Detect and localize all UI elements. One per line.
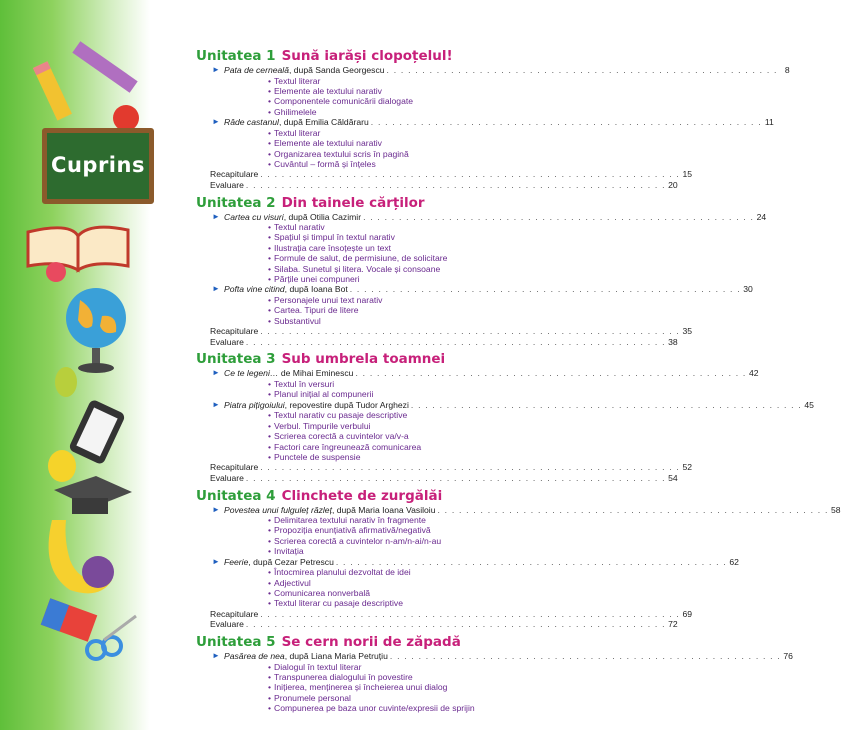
- topic-text: Textul narativ: [274, 222, 325, 233]
- page-number: 54: [668, 472, 678, 483]
- topic-item: [196, 86, 501, 96]
- topic-item: [196, 410, 501, 420]
- school-supplies-illustration: [0, 0, 160, 730]
- topic-item: [196, 662, 501, 672]
- dot-icon: •: [268, 127, 272, 138]
- page-number: 76: [783, 651, 793, 661]
- topic-item: [196, 316, 501, 326]
- topic-item: [196, 421, 501, 431]
- dot-icon: •: [268, 85, 272, 96]
- page-number: 30: [743, 284, 753, 295]
- topic-text: Textul literar cu pasaje descriptive: [274, 598, 403, 609]
- topic-item: [196, 693, 501, 703]
- bullet-icon: ►: [212, 399, 220, 409]
- eval-label: Evaluare: [210, 336, 244, 347]
- lesson-title-wrap: [224, 651, 388, 662]
- leader-dots: . . . . . . . . . . . . . . . . . . . . . . . . . . . . . . . . . . . . . . . . . . . . . . . . . . . . . . .: [349, 284, 741, 295]
- dot-icon: •: [268, 661, 272, 672]
- dot-icon: •: [268, 441, 272, 452]
- topic-text: Textul literar: [274, 75, 321, 86]
- topic-item: [196, 76, 501, 86]
- lesson-entry[interactable]: [196, 211, 767, 223]
- dot-icon: •: [268, 692, 272, 703]
- globe-icon: [66, 288, 126, 373]
- bullet-icon: ►: [212, 651, 220, 660]
- topic-text: Planul inițial al compunerii: [274, 389, 374, 400]
- leader-dots: . . . . . . . . . . . . . . . . . . . . . . . . . . . . . . . . . . . . . . . . . . . . . . . . . . . . . . .: [437, 504, 829, 515]
- unit-heading: [196, 351, 501, 368]
- dot-icon: •: [268, 75, 272, 86]
- unit-heading: [196, 48, 501, 65]
- recap-label: Recapitulare: [210, 326, 259, 337]
- dot-icon: •: [268, 703, 272, 714]
- lesson-title-wrap: [224, 117, 369, 128]
- bullet-icon: ►: [212, 211, 220, 221]
- topic-text: Ghilimelele: [274, 106, 317, 117]
- page-number: 20: [668, 179, 678, 190]
- plum-icon: [82, 556, 114, 588]
- dot-icon: •: [268, 263, 272, 274]
- dot-icon: •: [268, 535, 272, 546]
- dot-icon: •: [268, 671, 272, 682]
- leader-dots: . . . . . . . . . . . . . . . . . . . . . . . . . . . . . . . . . . . . . . . . . . . . . . . . . . . . . . .: [355, 368, 747, 379]
- lesson-entry[interactable]: [196, 65, 790, 76]
- leader-dots: . . . . . . . . . . . . . . . . . . . . . . . . . . . . . . . . . . . . . . . . . . . . . . . . . . . . . . . . . . .: [245, 472, 666, 483]
- recap-entry[interactable]: [196, 462, 693, 473]
- open-book-icon: [28, 227, 128, 270]
- topic-text: Spațiul și timpul în textul narativ: [274, 232, 395, 243]
- unit-label: Unitatea 1: [196, 48, 276, 64]
- topic-text: Compunerea pe baza unor cuvinte/expresii de sprijin: [274, 703, 475, 714]
- dot-icon: •: [268, 546, 272, 557]
- leader-dots: . . . . . . . . . . . . . . . . . . . . . . . . . . . . . . . . . . . . . . . . . . . . . . . . . . . . . . .: [410, 399, 802, 410]
- leader-dots: . . . . . . . . . . . . . . . . . . . . . . . . . . . . . . . . . . . . . . . . . . . . . . . . . . . . . . . . . . .: [245, 619, 666, 630]
- page-number: 58: [830, 504, 841, 515]
- topic-text: Cartea. Tipuri de litere: [274, 305, 359, 316]
- topic-text: Cuvântul – formă și înțeles: [274, 158, 376, 169]
- dot-icon: •: [268, 588, 272, 599]
- unit-title: Sub umbrela toamnei: [281, 351, 446, 368]
- topic-item: [196, 389, 501, 399]
- lesson-title: Ce te legeni…: [224, 368, 279, 379]
- unit-label: Unitatea 4: [196, 487, 276, 504]
- topic-text: Părțile unei compuneri: [274, 274, 360, 285]
- page-number: 35: [682, 326, 693, 337]
- recap-label: Recapitulare: [210, 608, 259, 619]
- lesson-entry[interactable]: [196, 399, 814, 411]
- unit-title: Se cern norii de zăpadă: [281, 634, 461, 650]
- topic-item: [196, 295, 501, 305]
- topic-item: [196, 682, 501, 692]
- dot-icon: •: [268, 138, 272, 149]
- topic-item: [196, 588, 501, 598]
- unit-title: Clinchete de zurgălăi: [281, 487, 443, 504]
- bullet-icon: ►: [212, 504, 220, 514]
- leader-dots: . . . . . . . . . . . . . . . . . . . . . . . . . . . . . . . . . . . . . . . . . . . . . . . . . . . . . . .: [386, 65, 778, 75]
- lesson-title-wrap: [224, 284, 348, 295]
- lesson-entry[interactable]: [196, 504, 841, 516]
- bullet-icon: ►: [212, 65, 220, 74]
- topic-text: Invitația: [274, 546, 304, 557]
- topic-text: Componentele comunicării dialogate: [274, 96, 414, 107]
- lesson-author: , după Maria Ioana Vasiloiu: [331, 504, 436, 515]
- page-title: Cuprins: [51, 153, 145, 177]
- topic-text: Delimitarea textului narativ în fragmente: [274, 515, 426, 526]
- lesson-title-wrap: [224, 212, 361, 223]
- topic-text: Comunicarea nonverbală: [274, 588, 371, 599]
- lemon-icon: [48, 450, 76, 482]
- table-of-contents: [196, 44, 841, 714]
- unit-label: Unitatea 2: [196, 194, 276, 211]
- topic-item: [196, 243, 501, 253]
- leader-dots: . . . . . . . . . . . . . . . . . . . . . . . . . . . . . . . . . . . . . . . . . . . . . . . . . . . . . . .: [370, 117, 762, 128]
- topic-text: Substantivul: [274, 315, 321, 326]
- lesson-author: de Mihai Eminescu: [278, 368, 354, 379]
- lesson-title-wrap: [224, 400, 409, 411]
- dot-icon: •: [268, 315, 272, 326]
- lesson-author: , după Liana Maria Petruțiu: [284, 651, 388, 661]
- page-number: 69: [682, 608, 693, 619]
- bullet-icon: ►: [212, 117, 220, 127]
- topic-item: [196, 128, 501, 138]
- lesson-author: , după Otilia Cazimir: [283, 211, 362, 222]
- topic-text: Verbul. Timpurile verbului: [274, 420, 371, 431]
- pencil-icon: [33, 61, 72, 120]
- lesson-title-wrap: [224, 368, 353, 379]
- lesson-entry[interactable]: [196, 651, 793, 662]
- topic-text: Inițierea, menținerea și încheierea unui dialog: [274, 682, 448, 693]
- topic-item: [196, 598, 501, 608]
- page-number: 45: [804, 399, 814, 410]
- lesson-entry[interactable]: [196, 556, 739, 568]
- page-number: 15: [682, 169, 693, 180]
- lesson-entry[interactable]: [196, 368, 759, 379]
- chalkboard: [42, 128, 154, 204]
- eval-label: Evaluare: [210, 472, 244, 483]
- topic-item: [196, 253, 501, 263]
- ruler-icon: [72, 41, 137, 93]
- leader-dots: . . . . . . . . . . . . . . . . . . . . . . . . . . . . . . . . . . . . . . . . . . . . . . . . . . . . . . . . . . .: [260, 326, 681, 337]
- topic-item: [196, 232, 501, 242]
- topic-text: Întocmirea planului dezvoltat de idei: [274, 567, 411, 578]
- lesson-title: Piatra pițigoiului: [224, 399, 285, 410]
- lesson-author: , după Ioana Bot: [284, 284, 348, 295]
- topic-text: Scrierea corectă a cuvintelor n-am/n-ai/n-au: [274, 535, 442, 546]
- recap-label: Recapitulare: [210, 462, 259, 473]
- dot-icon: •: [268, 389, 272, 400]
- dot-icon: •: [268, 410, 272, 421]
- lesson-title: Pata de cerneală: [224, 65, 289, 75]
- topic-text: Textul narativ cu pasaje descriptive: [274, 410, 408, 421]
- topic-item: [196, 379, 501, 389]
- topic-item: [196, 96, 501, 106]
- dot-icon: •: [268, 378, 272, 389]
- leader-dots: . . . . . . . . . . . . . . . . . . . . . . . . . . . . . . . . . . . . . . . . . . . . . . . . . . . . . . . . . . .: [260, 169, 681, 180]
- recap-label: Recapitulare: [210, 169, 259, 180]
- leader-dots: . . . . . . . . . . . . . . . . . . . . . . . . . . . . . . . . . . . . . . . . . . . . . . . . . . . . . . .: [389, 651, 781, 661]
- dot-icon: •: [268, 232, 272, 243]
- lesson-title-wrap: [224, 65, 385, 76]
- eraser-icon: [41, 598, 98, 641]
- lesson-title: Cartea cu visuri: [224, 211, 284, 222]
- dot-icon: •: [268, 515, 272, 526]
- strawberry-icon: [46, 262, 66, 282]
- topic-item: [196, 536, 501, 546]
- page-number: 52: [682, 462, 693, 473]
- topic-text: Adjectivul: [274, 577, 311, 588]
- bullet-icon: ►: [212, 556, 220, 566]
- leader-dots: . . . . . . . . . . . . . . . . . . . . . . . . . . . . . . . . . . . . . . . . . . . . . . . . . . . . . . . . . . .: [260, 608, 681, 619]
- page-number: 42: [748, 368, 759, 379]
- topic-item: [196, 222, 501, 232]
- topic-item: [196, 578, 501, 588]
- dot-icon: •: [268, 305, 272, 316]
- dot-icon: •: [268, 148, 272, 159]
- topic-item: [196, 138, 501, 148]
- eval-label: Evaluare: [210, 179, 244, 190]
- lesson-title: Râde castanul: [224, 117, 279, 128]
- dot-icon: •: [268, 158, 272, 169]
- bullet-icon: ►: [212, 284, 220, 294]
- topic-item: [196, 546, 501, 556]
- topic-text: Silaba. Sunetul și litera. Vocale și consoane: [274, 263, 441, 274]
- topic-text: Organizarea textului scris în pagină: [274, 148, 409, 159]
- evaluation-entry[interactable]: [196, 336, 678, 348]
- bullet-icon: ►: [212, 368, 220, 378]
- leader-dots: . . . . . . . . . . . . . . . . . . . . . . . . . . . . . . . . . . . . . . . . . . . . . . . . . . . . . . . . . . .: [260, 462, 681, 473]
- dot-icon: •: [268, 567, 272, 578]
- unit-label: Unitatea 5: [196, 634, 276, 650]
- eval-label: Evaluare: [210, 619, 244, 630]
- lesson-title-wrap: [224, 557, 334, 568]
- topic-item: [196, 452, 501, 462]
- dot-icon: •: [268, 431, 272, 442]
- lesson-author: , după Sanda Georgescu: [288, 65, 385, 75]
- dot-icon: •: [268, 577, 272, 588]
- leader-dots: . . . . . . . . . . . . . . . . . . . . . . . . . . . . . . . . . . . . . . . . . . . . . . . . . . . . . . .: [335, 556, 727, 567]
- pear-icon: [55, 367, 77, 397]
- dot-icon: •: [268, 242, 272, 253]
- topic-text: Textul literar: [274, 127, 321, 138]
- page-number: 72: [668, 619, 678, 630]
- topic-text: Punctele de suspensie: [274, 451, 361, 462]
- topic-text: Personajele unui text narativ: [274, 295, 383, 306]
- evaluation-entry[interactable]: [196, 472, 678, 484]
- topic-text: Elemente ale textului narativ: [274, 138, 382, 149]
- topic-item: [196, 672, 501, 682]
- topic-item: [196, 305, 501, 315]
- topic-item: [196, 431, 501, 441]
- recap-entry[interactable]: [196, 608, 693, 620]
- lesson-author: , repovestire după Tudor Arghezi: [284, 399, 409, 410]
- dot-icon: •: [268, 598, 272, 609]
- topic-text: Textul în versuri: [274, 378, 335, 389]
- lesson-title: Pofta vine citind: [224, 284, 285, 295]
- unit-heading: [196, 195, 501, 212]
- topic-item: [196, 107, 501, 117]
- topic-text: Transpunerea dialogului în povestire: [274, 671, 413, 682]
- dot-icon: •: [268, 682, 272, 693]
- topic-item: [196, 264, 501, 274]
- unit-heading: [196, 488, 501, 505]
- topic-text: Ilustrația care însoțește un text: [274, 242, 392, 253]
- page-number: 11: [764, 117, 774, 128]
- topic-text: Scrierea corectă a cuvintelor va/v-a: [274, 431, 409, 442]
- dot-icon: •: [268, 106, 272, 117]
- topic-text: Propoziția enunțiativă afirmativă/negativă: [274, 525, 431, 536]
- lesson-title-wrap: [224, 505, 435, 516]
- lesson-author: , după Emilia Căldăraru: [278, 117, 369, 128]
- dot-icon: •: [268, 525, 272, 536]
- evaluation-entry[interactable]: [196, 179, 678, 191]
- lesson-entry[interactable]: [196, 284, 753, 295]
- topic-text: Pronumele personal: [274, 692, 351, 703]
- dot-icon: •: [268, 222, 272, 233]
- graduation-cap-icon: [54, 476, 132, 514]
- page-number: 38: [668, 336, 678, 347]
- recap-entry[interactable]: [196, 169, 693, 180]
- lesson-author: , după Cezar Petrescu: [248, 556, 334, 567]
- page-number: 24: [756, 211, 767, 222]
- topic-item: [196, 515, 501, 525]
- page-number: 62: [729, 556, 739, 567]
- leader-dots: . . . . . . . . . . . . . . . . . . . . . . . . . . . . . . . . . . . . . . . . . . . . . . . . . . . . . . . . . . .: [245, 179, 666, 190]
- dot-icon: •: [268, 420, 272, 431]
- dot-icon: •: [268, 96, 272, 107]
- topic-item: [196, 567, 501, 577]
- topic-item: [196, 525, 501, 535]
- unit-title: Sună iarăși clopoțelul!: [281, 48, 453, 64]
- topic-item: [196, 149, 501, 159]
- recap-entry[interactable]: [196, 326, 693, 337]
- leader-dots: . . . . . . . . . . . . . . . . . . . . . . . . . . . . . . . . . . . . . . . . . . . . . . . . . . . . . . . . . . .: [245, 336, 666, 347]
- unit-title: Din tainele cărților: [281, 194, 425, 211]
- unit-heading: [196, 634, 501, 651]
- lesson-title: Feerie: [224, 556, 249, 567]
- dot-icon: •: [268, 451, 272, 462]
- topic-item: [196, 159, 501, 169]
- dot-icon: •: [268, 274, 272, 285]
- lesson-title: Povestea unui fulguleț răzleț: [224, 504, 332, 515]
- evaluation-entry[interactable]: [196, 619, 678, 630]
- unit-label: Unitatea 3: [196, 351, 276, 368]
- page-number: 8: [784, 65, 790, 75]
- topic-text: Elemente ale textului narativ: [274, 85, 382, 96]
- topic-item: [196, 703, 501, 713]
- dot-icon: •: [268, 253, 272, 264]
- leader-dots: . . . . . . . . . . . . . . . . . . . . . . . . . . . . . . . . . . . . . . . . . . . . . . . . . . . . . . .: [363, 211, 755, 222]
- topic-text: Dialogul în textul literar: [274, 661, 362, 672]
- topic-item: [196, 274, 501, 284]
- topic-text: Formule de salut, de permisiune, de solicitare: [274, 253, 448, 264]
- topic-text: Factori care îngreunează comunicarea: [274, 441, 422, 452]
- lesson-title: Pasărea de nea: [224, 651, 285, 661]
- dot-icon: •: [268, 295, 272, 306]
- topic-item: [196, 442, 501, 452]
- lesson-entry[interactable]: [196, 117, 774, 128]
